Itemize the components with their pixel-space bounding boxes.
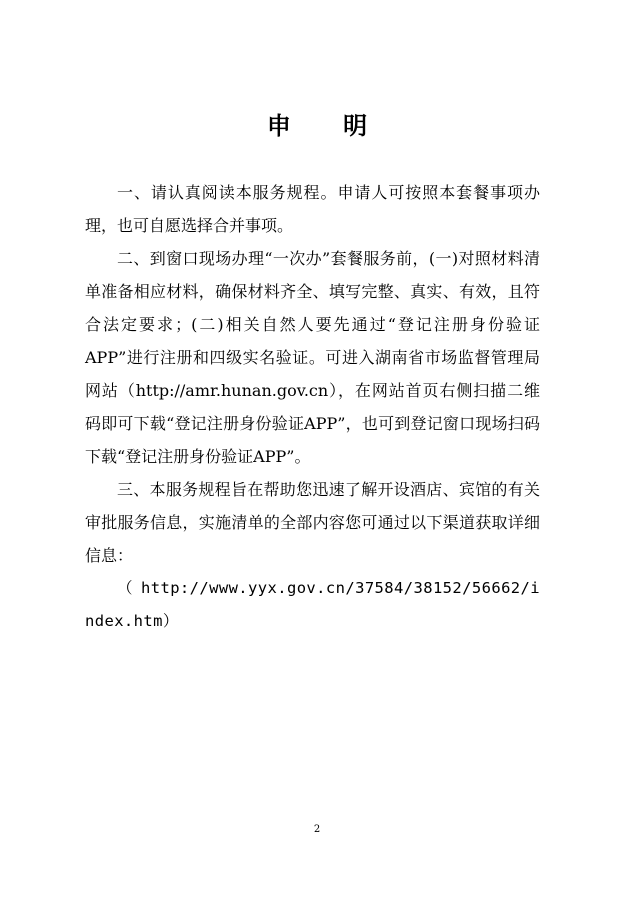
paragraph-1: 一、请认真阅读本服务规程。申请人可按照本套餐事项办理，也可自愿选择合并事项。	[85, 183, 540, 235]
page-number: 2	[313, 824, 321, 835]
reference-url: （http://www.yyx.gov.cn/37584/38152/56662/index.htm）	[85, 579, 540, 630]
paragraph-3: 三、本服务规程旨在帮助您迅速了解开设酒店、宾馆的有关审批服务信息，实施清单的全部内容您可通过以下渠道获取详细信息：	[85, 480, 540, 565]
paragraph-2: 二、到窗口现场办理“一次办”套餐服务前，(一)对照材料清单准备相应材料，确保材料齐全、填写完整、真实、有效，且符合法定要求；(二)相关自然人要先通过“登记注册身份验证APP”进行注册和四级实名验证。可进入湖南省市场监督管理局网站（http://amr.hunan.gov.cn），在网站首页右侧扫描二维码即可下载“登记注册身份验证APP”，也可到登记窗口现场扫码下载“登记注册身份验证APP”。	[85, 249, 540, 466]
document-title: 申 明	[266, 111, 390, 140]
document-body	[85, 176, 540, 638]
